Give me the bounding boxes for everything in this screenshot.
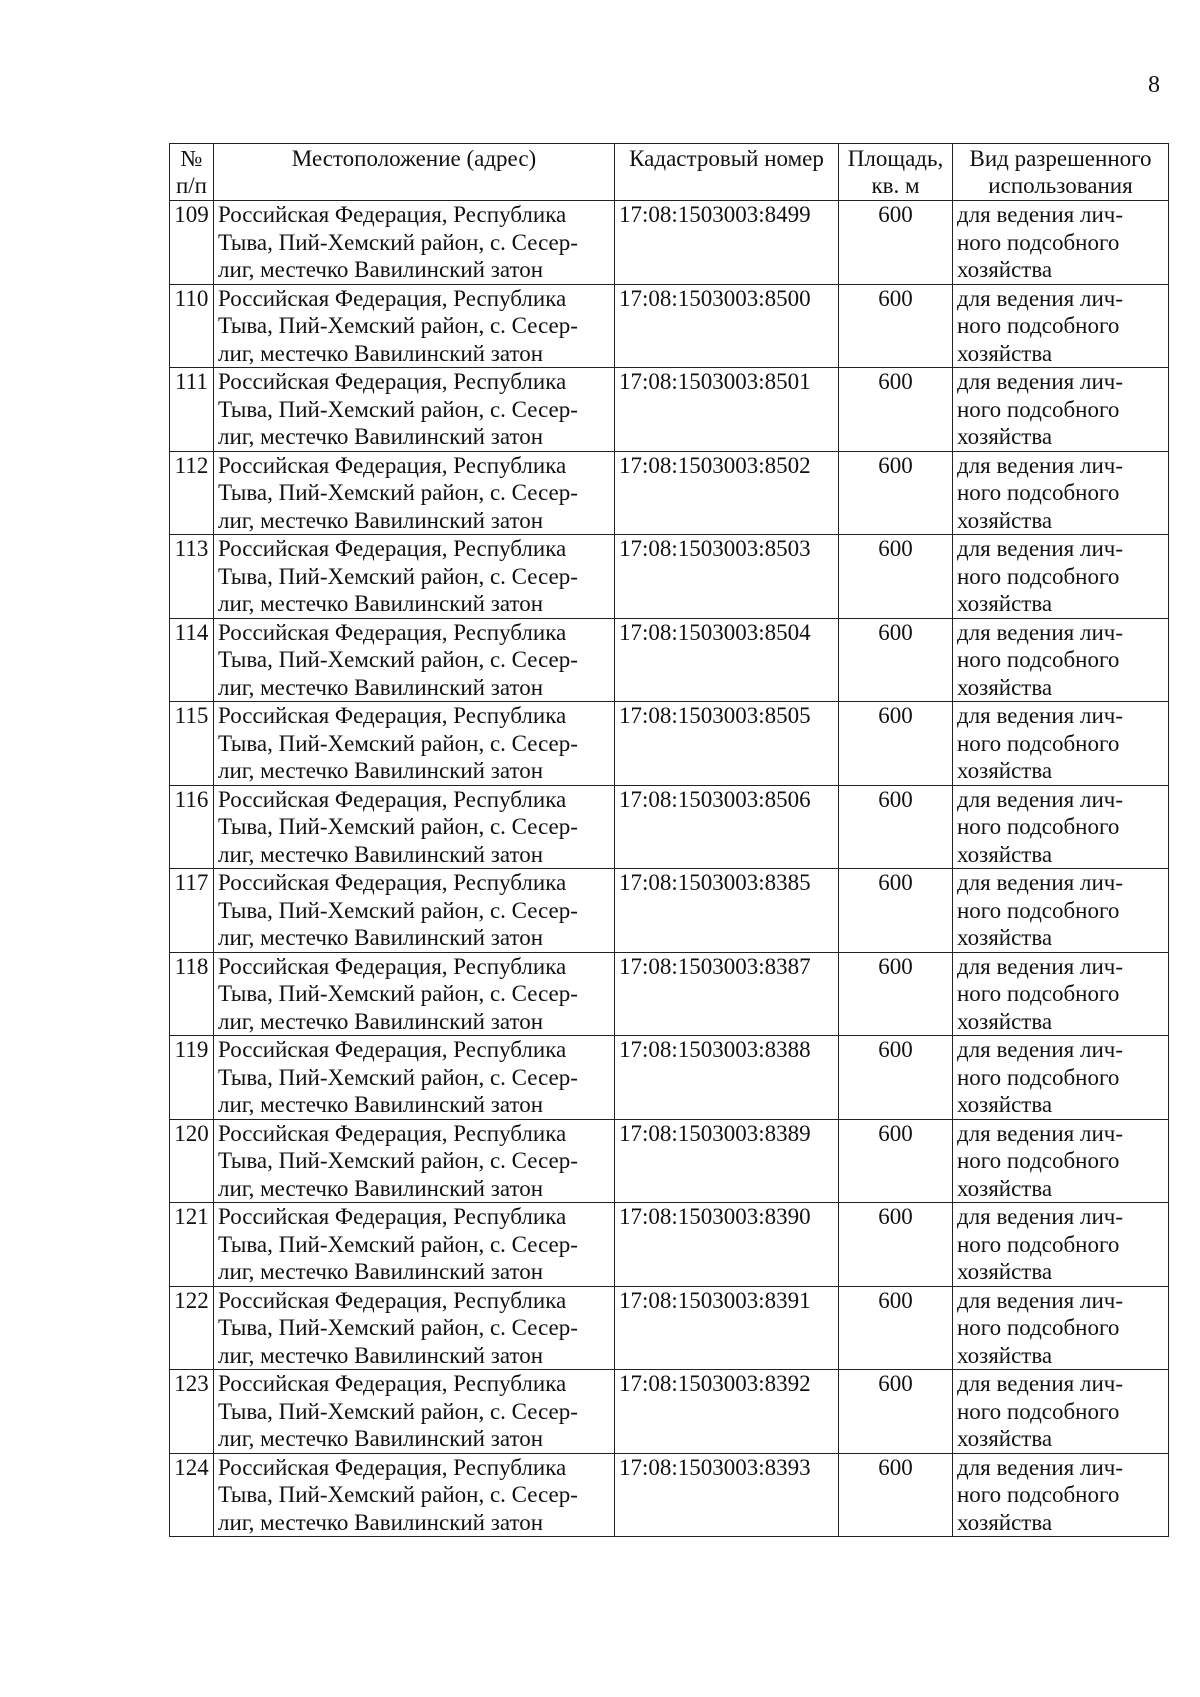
use-line: для ведения лич- bbox=[957, 1287, 1124, 1313]
use-line: для ведения лич- bbox=[957, 536, 1124, 561]
row-permitted-use bbox=[953, 869, 1169, 953]
address-line: лиг, местечко Вавилинский затон bbox=[218, 1175, 543, 1201]
table-row bbox=[170, 869, 1169, 953]
row-area: 600 bbox=[839, 618, 953, 702]
address-line: Российская Федерация, Республика bbox=[218, 786, 567, 812]
table-row bbox=[170, 284, 1169, 368]
address-line: Тыва, Пий-Хемский район, с. Сесер- bbox=[218, 981, 578, 1006]
use-line: хозяйства bbox=[957, 340, 1053, 366]
row-permitted-use bbox=[953, 1370, 1169, 1454]
header-address-line: Местоположение (адрес) bbox=[291, 146, 537, 171]
address-line: Тыва, Пий-Хемский район, с. Сесер- bbox=[218, 1482, 578, 1507]
row-number: 120 bbox=[170, 1119, 214, 1203]
use-line: ного подсобного bbox=[957, 730, 1120, 756]
row-area: 600 bbox=[839, 451, 953, 535]
address-line: Тыва, Пий-Хемский район, с. Сесер- bbox=[218, 1398, 578, 1424]
row-number: 118 bbox=[170, 952, 214, 1036]
row-cadastral-number: 17:08:1503003:8385 bbox=[615, 869, 839, 953]
use-line: для ведения лич- bbox=[957, 1120, 1124, 1146]
page-number: 8 bbox=[1148, 72, 1160, 98]
header-cadastral-line: Кадастровый номер bbox=[629, 146, 824, 171]
address-line: Российская Федерация, Республика bbox=[218, 1037, 567, 1062]
row-area: 600 bbox=[839, 869, 953, 953]
row-address bbox=[214, 618, 615, 702]
use-line: ного подсобного bbox=[957, 814, 1120, 839]
row-number: 121 bbox=[170, 1203, 214, 1287]
row-area: 600 bbox=[839, 1286, 953, 1370]
address-line: Российская Федерация, Республика bbox=[218, 536, 567, 561]
row-address bbox=[214, 535, 615, 619]
row-area: 600 bbox=[839, 201, 953, 285]
use-line: для ведения лич- bbox=[957, 953, 1124, 979]
row-area: 600 bbox=[839, 284, 953, 368]
address-line: Российская Федерация, Республика bbox=[218, 1371, 567, 1396]
use-line: для ведения лич- bbox=[957, 1454, 1124, 1480]
table-row bbox=[170, 1203, 1169, 1287]
address-line: лиг, местечко Вавилинский затон bbox=[218, 925, 543, 950]
row-permitted-use bbox=[953, 702, 1169, 786]
row-area: 600 bbox=[839, 952, 953, 1036]
table-row bbox=[170, 618, 1169, 702]
header-use-line: использования bbox=[988, 173, 1133, 198]
address-line: лиг, местечко Вавилинский затон bbox=[218, 674, 543, 700]
row-number: 116 bbox=[170, 785, 214, 869]
use-line: ного подсобного bbox=[957, 1231, 1120, 1257]
use-line: хозяйства bbox=[957, 1092, 1053, 1117]
row-area: 600 bbox=[839, 1203, 953, 1287]
use-line: ного подсобного bbox=[957, 229, 1120, 255]
header-area bbox=[839, 144, 953, 201]
address-line: лиг, местечко Вавилинский затон bbox=[218, 591, 543, 616]
header-area-line: Площадь, bbox=[847, 146, 944, 171]
row-area: 600 bbox=[839, 1453, 953, 1537]
row-address bbox=[214, 451, 615, 535]
row-cadastral-number: 17:08:1503003:8391 bbox=[615, 1286, 839, 1370]
row-area: 600 bbox=[839, 535, 953, 619]
row-area: 600 bbox=[839, 1036, 953, 1120]
use-line: хозяйства bbox=[957, 1509, 1053, 1535]
row-permitted-use bbox=[953, 1119, 1169, 1203]
address-line: Тыва, Пий-Хемский район, с. Сесер- bbox=[218, 647, 578, 672]
address-line: Российская Федерация, Республика bbox=[218, 1120, 567, 1146]
address-line: лиг, местечко Вавилинский затон bbox=[218, 1426, 543, 1451]
address-line: лиг, местечко Вавилинский затон bbox=[218, 1092, 543, 1117]
row-number: 124 bbox=[170, 1453, 214, 1537]
row-address bbox=[214, 869, 615, 953]
use-line: для ведения лич- bbox=[957, 369, 1124, 394]
table-row bbox=[170, 201, 1169, 285]
row-number: 122 bbox=[170, 1286, 214, 1370]
row-permitted-use bbox=[953, 618, 1169, 702]
row-cadastral-number: 17:08:1503003:8389 bbox=[615, 1119, 839, 1203]
use-line: ного подсобного bbox=[957, 1315, 1120, 1340]
address-line: Российская Федерация, Республика bbox=[218, 619, 567, 645]
row-address bbox=[214, 1203, 615, 1287]
row-cadastral-number: 17:08:1503003:8392 bbox=[615, 1370, 839, 1454]
address-line: Российская Федерация, Республика bbox=[218, 202, 567, 227]
row-area: 600 bbox=[839, 1119, 953, 1203]
use-line: хозяйства bbox=[957, 758, 1053, 783]
row-address bbox=[214, 952, 615, 1036]
header-num-line: п/п bbox=[175, 173, 207, 198]
use-line: ного подсобного bbox=[957, 313, 1120, 338]
use-line: хозяйства bbox=[957, 591, 1053, 616]
row-address bbox=[214, 1453, 615, 1537]
use-line: для ведения лич- bbox=[957, 452, 1124, 478]
row-permitted-use bbox=[953, 1203, 1169, 1287]
address-line: лиг, местечко Вавилинский затон bbox=[218, 758, 543, 783]
row-number: 123 bbox=[170, 1370, 214, 1454]
use-line: хозяйства bbox=[957, 1259, 1053, 1284]
address-line: Российская Федерация, Республика bbox=[218, 953, 567, 979]
row-area: 600 bbox=[839, 702, 953, 786]
address-line: лиг, местечко Вавилинский затон bbox=[218, 507, 543, 533]
row-permitted-use bbox=[953, 785, 1169, 869]
address-line: лиг, местечко Вавилинский затон bbox=[218, 424, 543, 449]
row-cadastral-number: 17:08:1503003:8393 bbox=[615, 1453, 839, 1537]
address-line: Тыва, Пий-Хемский район, с. Сесер- bbox=[218, 1148, 578, 1173]
row-permitted-use bbox=[953, 1036, 1169, 1120]
use-line: хозяйства bbox=[957, 841, 1053, 867]
table-row bbox=[170, 1370, 1169, 1454]
address-line: Тыва, Пий-Хемский район, с. Сесер- bbox=[218, 897, 578, 923]
row-cadastral-number: 17:08:1503003:8504 bbox=[615, 618, 839, 702]
row-address bbox=[214, 1370, 615, 1454]
address-line: Российская Федерация, Республика bbox=[218, 452, 567, 478]
table-row bbox=[170, 952, 1169, 1036]
row-area: 600 bbox=[839, 1370, 953, 1454]
table-row bbox=[170, 368, 1169, 452]
use-line: для ведения лич- bbox=[957, 870, 1124, 895]
header-use bbox=[953, 144, 1169, 201]
address-line: лиг, местечко Вавилинский затон bbox=[218, 1008, 543, 1034]
use-line: хозяйства bbox=[957, 674, 1053, 700]
address-line: Тыва, Пий-Хемский район, с. Сесер- bbox=[218, 1315, 578, 1340]
header-num bbox=[170, 144, 214, 201]
use-line: хозяйства bbox=[957, 925, 1053, 950]
row-cadastral-number: 17:08:1503003:8503 bbox=[615, 535, 839, 619]
use-line: хозяйства bbox=[957, 257, 1053, 282]
address-line: лиг, местечко Вавилинский затон bbox=[218, 841, 543, 867]
row-address bbox=[214, 1286, 615, 1370]
address-line: лиг, местечко Вавилинский затон bbox=[218, 340, 543, 366]
use-line: для ведения лич- bbox=[957, 1371, 1124, 1396]
use-line: ного подсобного bbox=[957, 396, 1120, 422]
address-line: лиг, местечко Вавилинский затон bbox=[218, 1259, 543, 1284]
row-number: 111 bbox=[170, 368, 214, 452]
address-line: Российская Федерация, Республика bbox=[218, 1204, 567, 1229]
use-line: для ведения лич- bbox=[957, 619, 1124, 645]
row-address bbox=[214, 702, 615, 786]
use-line: ного подсобного bbox=[957, 563, 1120, 589]
address-line: Тыва, Пий-Хемский район, с. Сесер- bbox=[218, 563, 578, 589]
row-number: 114 bbox=[170, 618, 214, 702]
address-line: лиг, местечко Вавилинский затон bbox=[218, 1509, 543, 1535]
use-line: хозяйства bbox=[957, 1008, 1053, 1034]
row-area: 600 bbox=[839, 785, 953, 869]
use-line: хозяйства bbox=[957, 507, 1053, 533]
row-permitted-use bbox=[953, 284, 1169, 368]
table-header-row bbox=[170, 144, 1169, 201]
address-line: Тыва, Пий-Хемский район, с. Сесер- bbox=[218, 814, 578, 839]
use-line: для ведения лич- bbox=[957, 786, 1124, 812]
address-line: Тыва, Пий-Хемский район, с. Сесер- bbox=[218, 396, 578, 422]
address-line: Российская Федерация, Республика bbox=[218, 285, 567, 311]
row-cadastral-number: 17:08:1503003:8505 bbox=[615, 702, 839, 786]
row-cadastral-number: 17:08:1503003:8388 bbox=[615, 1036, 839, 1120]
use-line: ного подсобного bbox=[957, 981, 1120, 1006]
header-address bbox=[214, 144, 615, 201]
header-num-line: № bbox=[180, 146, 203, 171]
row-permitted-use bbox=[953, 451, 1169, 535]
use-line: для ведения лич- bbox=[957, 703, 1124, 728]
address-line: Российская Федерация, Республика bbox=[218, 1454, 567, 1480]
row-area: 600 bbox=[839, 368, 953, 452]
table-row bbox=[170, 1119, 1169, 1203]
address-line: Российская Федерация, Республика bbox=[218, 870, 567, 895]
row-number: 119 bbox=[170, 1036, 214, 1120]
row-permitted-use bbox=[953, 201, 1169, 285]
use-line: ного подсобного bbox=[957, 1148, 1120, 1173]
table-row bbox=[170, 451, 1169, 535]
row-address bbox=[214, 201, 615, 285]
use-line: для ведения лич- bbox=[957, 285, 1124, 311]
header-area-line: кв. м bbox=[871, 173, 920, 198]
use-line: ного подсобного bbox=[957, 1398, 1120, 1424]
row-number: 109 bbox=[170, 201, 214, 285]
use-line: хозяйства bbox=[957, 1426, 1053, 1451]
table-row bbox=[170, 1036, 1169, 1120]
row-number: 112 bbox=[170, 451, 214, 535]
address-line: Тыва, Пий-Хемский район, с. Сесер- bbox=[218, 480, 578, 505]
row-cadastral-number: 17:08:1503003:8499 bbox=[615, 201, 839, 285]
row-permitted-use bbox=[953, 368, 1169, 452]
address-line: Тыва, Пий-Хемский район, с. Сесер- bbox=[218, 1064, 578, 1090]
table-row bbox=[170, 702, 1169, 786]
row-cadastral-number: 17:08:1503003:8506 bbox=[615, 785, 839, 869]
row-number: 110 bbox=[170, 284, 214, 368]
address-line: Российская Федерация, Республика bbox=[218, 369, 567, 394]
row-cadastral-number: 17:08:1503003:8390 bbox=[615, 1203, 839, 1287]
row-cadastral-number: 17:08:1503003:8502 bbox=[615, 451, 839, 535]
address-line: Тыва, Пий-Хемский район, с. Сесер- bbox=[218, 1231, 578, 1257]
use-line: хозяйства bbox=[957, 424, 1053, 449]
use-line: хозяйства bbox=[957, 1342, 1053, 1368]
row-number: 113 bbox=[170, 535, 214, 619]
address-line: лиг, местечко Вавилинский затон bbox=[218, 257, 543, 282]
use-line: для ведения лич- bbox=[957, 1037, 1124, 1062]
use-line: ного подсобного bbox=[957, 897, 1120, 923]
table-row bbox=[170, 785, 1169, 869]
use-line: ного подсобного bbox=[957, 1482, 1120, 1507]
table-body bbox=[170, 201, 1169, 1537]
address-line: Российская Федерация, Республика bbox=[218, 703, 567, 728]
use-line: хозяйства bbox=[957, 1175, 1053, 1201]
row-permitted-use bbox=[953, 535, 1169, 619]
use-line: ного подсобного bbox=[957, 647, 1120, 672]
use-line: для ведения лич- bbox=[957, 1204, 1124, 1229]
row-cadastral-number: 17:08:1503003:8501 bbox=[615, 368, 839, 452]
row-permitted-use bbox=[953, 1453, 1169, 1537]
row-address bbox=[214, 785, 615, 869]
use-line: ного подсобного bbox=[957, 480, 1120, 505]
land-plots-table bbox=[169, 143, 1169, 1537]
row-address bbox=[214, 284, 615, 368]
use-line: для ведения лич- bbox=[957, 202, 1124, 227]
row-address bbox=[214, 1119, 615, 1203]
row-number: 115 bbox=[170, 702, 214, 786]
address-line: Российская Федерация, Республика bbox=[218, 1287, 567, 1313]
table-row bbox=[170, 1453, 1169, 1537]
address-line: Тыва, Пий-Хемский район, с. Сесер- bbox=[218, 730, 578, 756]
table-row bbox=[170, 535, 1169, 619]
row-number: 117 bbox=[170, 869, 214, 953]
row-cadastral-number: 17:08:1503003:8500 bbox=[615, 284, 839, 368]
address-line: Тыва, Пий-Хемский район, с. Сесер- bbox=[218, 229, 578, 255]
address-line: Тыва, Пий-Хемский район, с. Сесер- bbox=[218, 313, 578, 338]
table-row bbox=[170, 1286, 1169, 1370]
header-cadastral bbox=[615, 144, 839, 201]
row-address bbox=[214, 1036, 615, 1120]
row-permitted-use bbox=[953, 1286, 1169, 1370]
header-use-line: Вид разрешенного bbox=[969, 146, 1152, 171]
row-address bbox=[214, 368, 615, 452]
use-line: ного подсобного bbox=[957, 1064, 1120, 1090]
row-cadastral-number: 17:08:1503003:8387 bbox=[615, 952, 839, 1036]
row-permitted-use bbox=[953, 952, 1169, 1036]
address-line: лиг, местечко Вавилинский затон bbox=[218, 1342, 543, 1368]
